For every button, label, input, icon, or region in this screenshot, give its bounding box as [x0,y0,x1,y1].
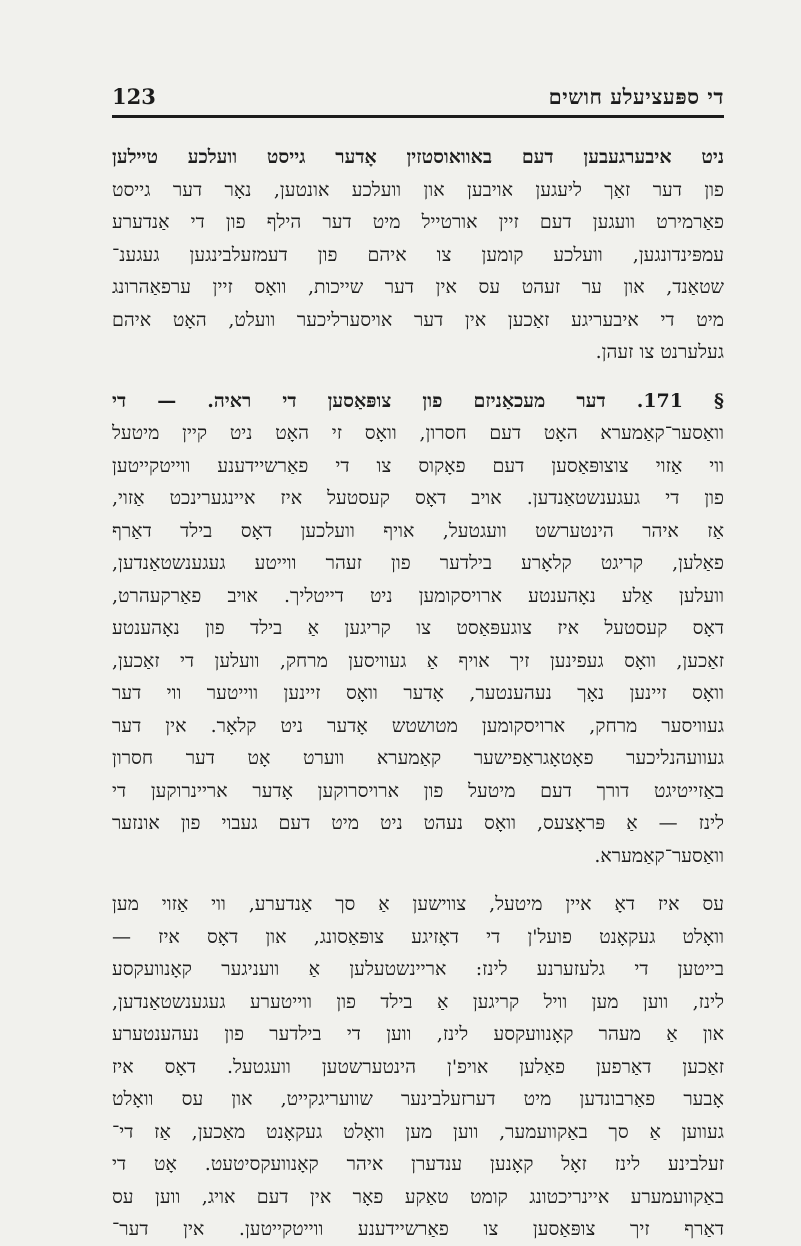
text-line: פאַלען, קריגט קלאָרע בילדער פון זעהר ווייטע געגענשטאַנדען, [112,552,724,574]
text-line: ניט איבערגעבען דעם באוואוסטזין אָדער גייסט וועלכע טיילען [112,146,724,168]
page-header [112,84,724,116]
text-line: עמפּינדונגען, וועלכע קומען צו איהם פון דעמזעלבינגען געגענ־ [112,243,724,266]
paragraph-3 [112,888,724,1246]
text-line: געלערנט צו זעהן. [595,341,724,363]
page-number: 123 [112,84,156,109]
text-line: דאָס קעסטעל איז צוגעפּאַסט צו קריגען אַ בילד פון נאָהענטע [112,617,724,639]
text-line: שטאַנד, און ער זעהט עס אין דער שייכות, וואָס זיין ערפאַהרונג [112,276,724,298]
text-line: זאַכען דאַרפען פאַלען אויפ'ן הינטערשטען וועגטעל. דאָס איז [112,1055,724,1078]
text-line: דאַרף זיך צופּאַסען צו פאַרשיידענע ווייטקייטען. אין דער־ [112,1218,724,1240]
text-line: זאַכען, וואָס געפינען זיך אויף אַ געוויסען מרחק, וועלען די זאַכען, [112,649,724,672]
text-line: בייטען די גלעזערנע לינז: אריינשטעלען אַ וועניגער קאָנוועקסע [112,958,724,980]
text-line: וועלען אַלע נאָהענטע ארויסקומען ניט דייטליך. אויב פאַרקעהרט, [112,584,724,607]
text-line: מיט די איבעריגע זאַכען אין דער אויסערליכער וועלט, האָט איהם [112,308,724,331]
section-heading-line: § 171. דער מעכאַניזם פון צופּאַסען די ראיה. — די [112,389,724,412]
text-line: וואָס זיינען נאָך נעהענטער, אָדער וואָס זיינען ווייטער ווי דער [112,682,724,704]
text-line: לינז — אַ פּראָצעס, וואָס נעהט ניט מיט דעם געבוי פון אונזער [112,812,724,834]
text-line: באַקוועמערע איינריכטונג קומט טאַקע פאָר אין דעם אויג, ווען עס [112,1185,724,1208]
text-line: לינז, ווען מען וויל קריגען אַ בילד פון ווייטערע געגענשטאַנדען, [112,990,724,1013]
text-line: געוועהנליכער פאָטאָגראַפישער קאַמערא ווערט אָט דער חסרון [112,747,724,769]
paragraph-gap [112,369,724,385]
text-line: פון דער זאַך ליעגען אויבען און וועלכע אונטען, נאָר דער גייסט [112,178,724,201]
header-rule [112,115,724,118]
text-line: ווי אַזוי צוצופּאַסען דעם פאָקוס צו די פאַרשיידענע ווייטקייטען [112,454,724,477]
text-line: וואַסער־קאַמערא. [594,844,724,867]
text-line: אָבער פאַרבונדען מיט דערזעלבינער שוועריגקייט, און עס וואָלט [112,1088,724,1110]
text-line: פאַרמירט וועגען דעם זיין אורטייל מיט דער הילף פון די אַנדערע [112,211,724,233]
text-line: פון די געגענשטאַנדען. אויב דאָס קעסטעל איז איינגערינכט אַזוי, [112,487,724,509]
running-title: די ספּעציעלע חושים [548,84,724,109]
text-line: געווען אַ סך באַקוועמער, ווען מען וואָלט געקאָנט מאַכען, אַז די־ [112,1120,724,1143]
paragraph-gap [112,872,724,888]
text-line: עס איז דאָ איין מיטעל, צווישען אַ סך אַנדערע, ווי אַזוי מען [112,893,724,915]
text-line: אַז איהר הינטערשט וועגטעל, אויף וועלכען דאָס בילד דאַרף [112,519,724,542]
paragraph-1 [112,141,724,369]
text-line: געוויסער מרחק, ארויסקומען מטושטש אָדער ניט קלאָר. אין דער [112,714,724,737]
text-line: וואַסער־קאַמערא האָט דעם חסרון, וואָס זי האָט ניט קיין מיטעל [112,422,724,444]
text-line: וואָלט געקאָנט פועל'ן די דאָזיגע צופּאַסונג, און דאָס איז — [112,925,724,948]
text-line: און אַ מעהר קאָנוועקסע לינז, ווען די בילדער פון נעהענטערע [112,1023,724,1045]
paragraph-2 [112,385,724,873]
body-text [112,141,724,1246]
text-line: באַזייטיגט דורך דעם מיטעל פון ארויסרוקען אָדער אריינרוקען די [112,779,724,802]
text-line: זעלבינע לינז זאָל קאָנען ענדערן איהר קאָנוועקסיטעט. אָט די [112,1153,724,1175]
